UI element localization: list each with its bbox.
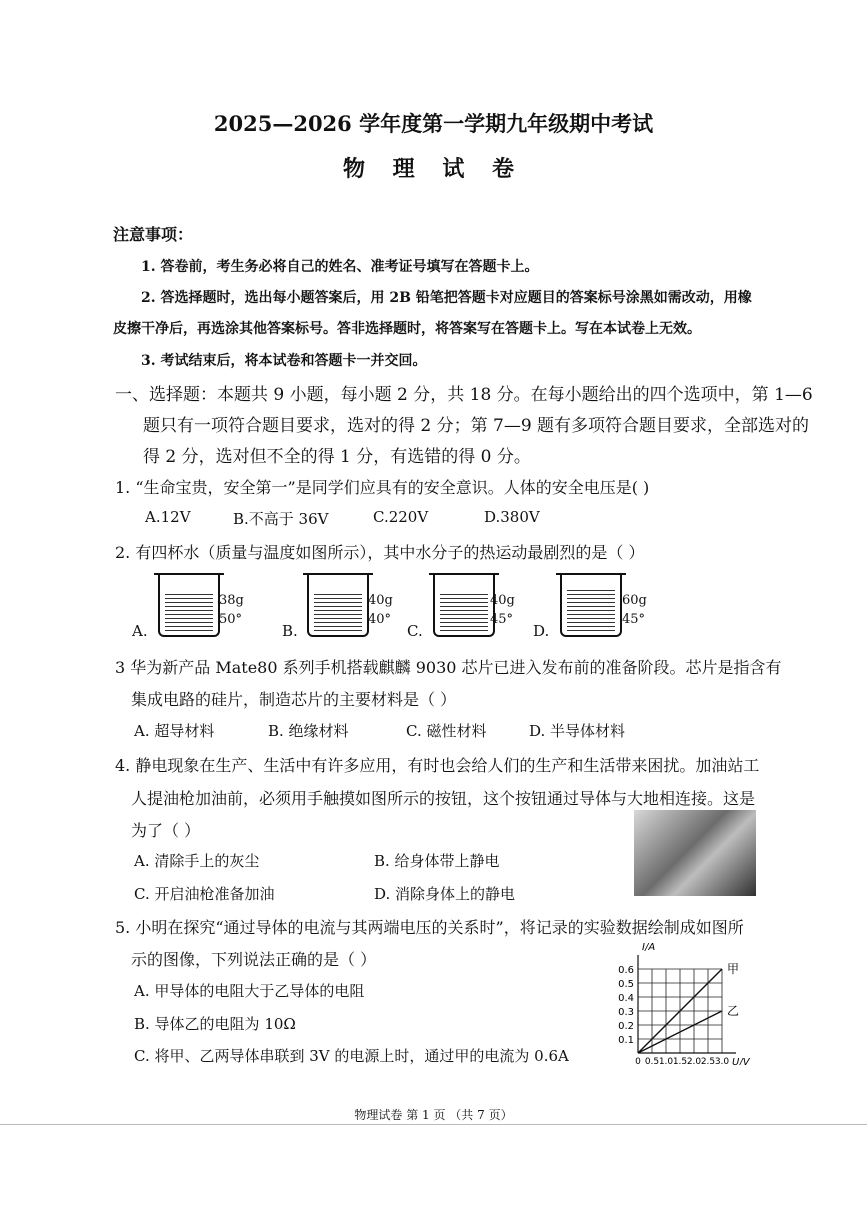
y-tick-label: 0.2: [618, 1021, 634, 1032]
q5-option-c: C. 将甲、乙两导体串联到 3V 的电源上时，通过甲的电流为 0.6A: [134, 1047, 569, 1065]
y-axis-label: I/A: [642, 942, 656, 953]
q5-stem-2: 示的图像，下列说法正确的是（ ）: [131, 950, 377, 969]
notice-item-1: 1. 答卷前，考生务必将自己的姓名、准考证号填写在答题卡上。: [141, 259, 539, 275]
series-label-2: 乙: [727, 1004, 740, 1018]
q1-stem: 1. “生命宝贵，安全第一”是同学们应具有的安全意识。人体的安全电压是( ): [115, 478, 650, 497]
beaker-c-mass: 40g: [490, 593, 515, 608]
static-button-photo: [634, 810, 756, 896]
q3-option-a: A. 超导材料: [134, 722, 215, 740]
q5-option-b: B. 导体乙的电阻为 10Ω: [134, 1015, 296, 1033]
q3-stem-1: 3 华为新产品 Mate80 系列手机搭载麒麟 9030 芯片已进入发布前的准备阶段。芯片是指含有: [115, 658, 782, 677]
y-tick-label: 0.4: [618, 993, 634, 1004]
q5-option-a: A. 甲导体的电阻大于乙导体的电阻: [134, 982, 365, 1000]
beaker-b-icon: [307, 575, 369, 637]
beaker-a-letter: A.: [132, 622, 148, 640]
y-tick-label: 0.1: [618, 1035, 634, 1046]
notice-item-2a: 2. 答选择题时，选出每小题答案后，用 2B 铅笔把答题卡对应题目的答案标号涂黑如需改动，用橡: [141, 290, 752, 306]
x-tick-label: 0: [635, 1057, 641, 1065]
beaker-a-mass: 38g: [219, 593, 244, 608]
q1-option-d: D.380V: [484, 508, 540, 526]
q1-option-c: C.220V: [373, 508, 429, 526]
q3-stem-2: 集成电路的硅片，制造芯片的主要材料是（ ）: [131, 690, 457, 709]
page-footer: 物理试卷 第 1 页 （共 7 页）: [354, 1108, 513, 1122]
notice-heading: 注意事项：: [113, 225, 194, 244]
q1-option-b: B.不高于 36V: [233, 510, 329, 528]
beaker-b-letter: B.: [282, 622, 298, 640]
x-tick-label: 3.0: [714, 1057, 730, 1065]
q4-stem-1: 4. 静电现象在生产、生活中有许多应用，有时也会给人们的生产和生活带来困扰。加油站工: [115, 756, 760, 775]
beaker-c-temp: 45°: [490, 612, 514, 627]
y-tick-label: 0.3: [618, 1007, 634, 1018]
q4-option-d: D. 消除身体上的静电: [374, 885, 516, 903]
beaker-b-temp: 40°: [368, 612, 392, 627]
q3-option-c: C. 磁性材料: [406, 722, 487, 740]
q3-option-d: D. 半导体材料: [529, 722, 626, 740]
q5-stem-1: 5. 小明在探究“通过导体的电流与其两端电压的关系时”，将记录的实验数据绘制成如图所: [115, 918, 744, 937]
q3-option-b: B. 绝缘材料: [268, 722, 349, 740]
beaker-a-temp: 50°: [219, 612, 243, 627]
x-tick-label: 2.0: [686, 1057, 702, 1065]
beaker-c-icon: [433, 575, 495, 637]
q4-option-b: B. 给身体带上静电: [374, 852, 500, 870]
section-instructions-2: 题只有一项符合题目要求，选对的得 2 分；第 7—9 题有多项符合题目要求，全部选对的: [143, 416, 810, 436]
beaker-d-letter: D.: [533, 622, 550, 640]
x-tick-label: 0.5: [644, 1057, 660, 1065]
section-instructions-3: 得 2 分，选对但不全的得 1 分，有选错的得 0 分。: [143, 447, 531, 467]
x-tick-label: 2.5: [700, 1057, 716, 1065]
beaker-c-letter: C.: [407, 622, 423, 640]
notice-item-2b: 皮擦干净后，再选涂其他答案标号。答非选择题时，将答案写在答题卡上。写在本试卷上无效。: [113, 321, 701, 337]
x-axis-label: U/V: [732, 1057, 750, 1065]
x-tick-label: 1.5: [672, 1057, 688, 1065]
exam-subtitle: 物 理 试 卷: [343, 156, 524, 182]
series-label-1: 甲: [727, 962, 740, 976]
q4-stem-3: 为了（ ）: [131, 821, 201, 840]
beaker-d-temp: 45°: [622, 612, 646, 627]
exam-title: 2025—2026 学年度第一学期九年级期中考试: [213, 111, 654, 136]
footer-divider: [0, 1124, 867, 1125]
y-tick-label: 0.5: [618, 979, 634, 990]
q4-option-a: A. 清除手上的灰尘: [134, 852, 260, 870]
x-tick-label: 1.0: [658, 1057, 674, 1065]
q1-option-a: A.12V: [145, 508, 191, 526]
q2-stem: 2. 有四杯水（质量与温度如图所示），其中水分子的热运动最剧烈的是（ ）: [115, 543, 645, 562]
y-tick-label: 0.6: [618, 965, 634, 976]
beaker-a-icon: [158, 575, 220, 637]
q4-option-c: C. 开启油枪准备加油: [134, 885, 275, 903]
beaker-b-mass: 40g: [368, 593, 393, 608]
notice-item-3: 3. 考试结束后，将本试卷和答题卡一并交回。: [141, 353, 427, 369]
iu-graph: [612, 940, 782, 1065]
beaker-d-mass: 60g: [622, 593, 647, 608]
q4-stem-2: 人提油枪加油前，必须用手触摸如图所示的按钮，这个按钮通过导体与大地相连接。这是: [131, 789, 756, 808]
section-instructions-1: 一、选择题：本题共 9 小题，每小题 2 分，共 18 分。在每小题给出的四个选项中，第 1—6: [115, 385, 813, 405]
beaker-d-icon: [560, 575, 622, 637]
